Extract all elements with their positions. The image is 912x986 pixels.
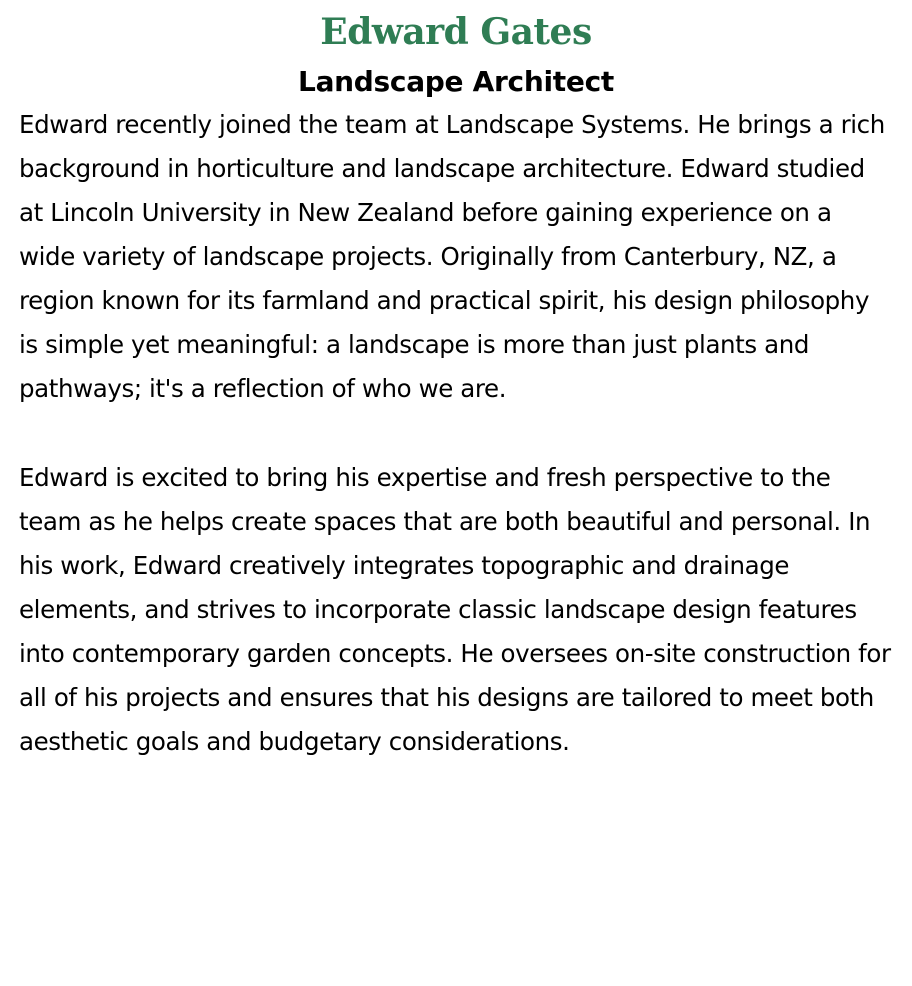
staff-name: Edward Gates: [320, 11, 592, 53]
paragraph-spacer: [19, 411, 893, 455]
staff-profile: [19, 0, 893, 764]
bio-paragraph-1: Edward recently joined the team at Landscape Systems. He brings a rich background in horticulture and landscape architecture. Edward studied at Lincoln University in New Zealand before gaining experience on a wide variety of landscape projects. Originally from Canterbury, NZ, a region known for its farmland and practical spirit, his design philosophy is simple yet meaningful: a landscape is more than just plants and pathways; it's a reflection of who we are.: [19, 110, 885, 403]
bio-paragraph-2: Edward is excited to bring his expertise and fresh perspective to the team as he helps create spaces that are both beautiful and personal. In his work, Edward creatively integrates topographic and drainage elements, and strives to incorporate classic landscape design features into contemporary garden concepts. He oversees on-site construction for all of his projects and ensures that his designs are tailored to meet both aesthetic goals and budgetary considerations.: [19, 463, 891, 756]
staff-title: Landscape Architect: [298, 65, 614, 98]
